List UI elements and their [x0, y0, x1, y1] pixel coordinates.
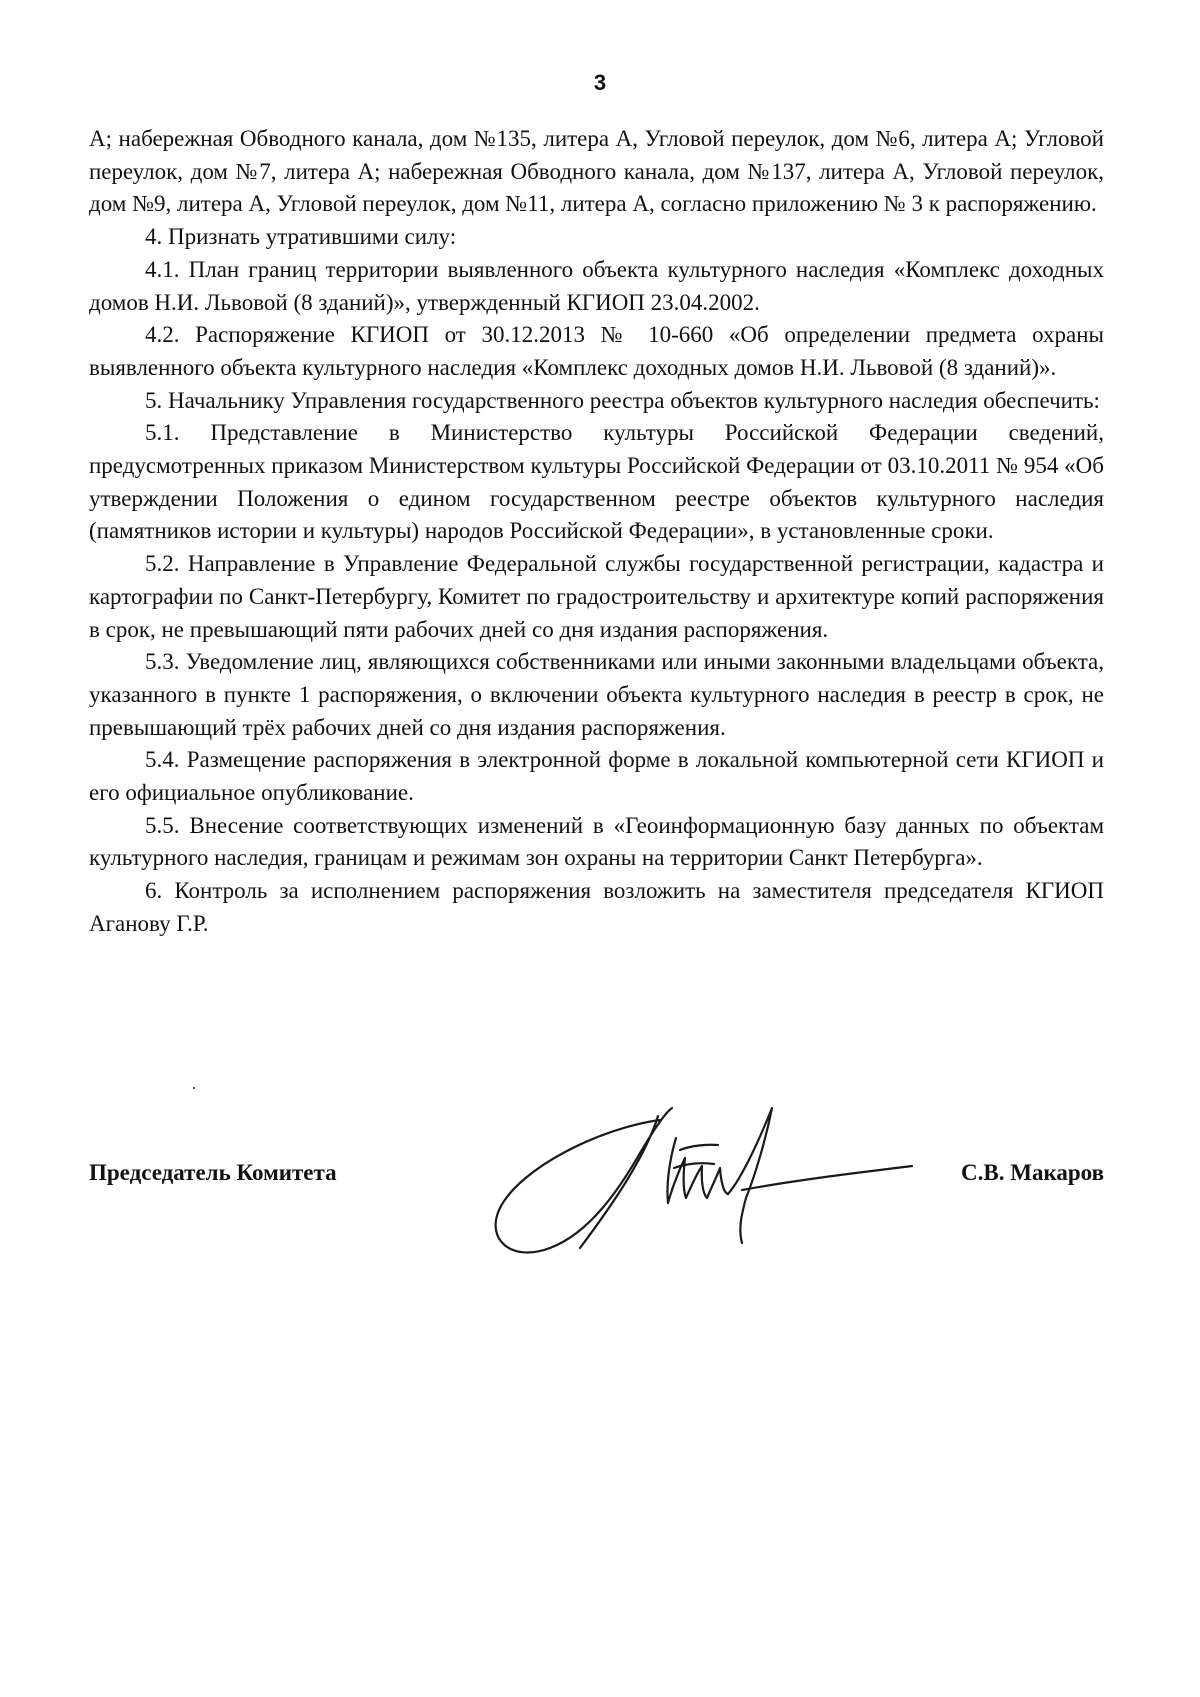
paragraph-5-5: 5.5. Внесение соответствующих изменений в «Геоинформационную базу данных по объектам культурного наследия, границам и режимам зон охраны на территории Санкт Петербурга».	[89, 812, 1104, 871]
scan-speck	[193, 1087, 195, 1089]
signer-position: Председатель Комитета	[89, 1160, 337, 1185]
paragraph-5: 5. Начальнику Управления государственного реестра объектов культурного наследия обеспечить:	[145, 387, 1100, 413]
paragraph-5-3: 5.3. Уведомление лиц, являющихся собственниками или иными законными владельцами объекта, указанного в пункте 1 распоряжения, о включении объекта культурного наследия в реестр в срок, не превышающий трёх рабочих дней со дня издания распоряжения.	[89, 649, 1104, 740]
page-number: 3	[593, 70, 607, 95]
paragraph-4-2: 4.2. Распоряжение КГИОП от 30.12.2013 № 10-660 «Об определении предмета охраны выявленного объекта культурного наследия «Комплекс доходных домов Н.И. Львовой (8 зданий)».	[89, 322, 1104, 380]
signature-row	[89, 1160, 1104, 1200]
paragraph-5-2: 5.2. Направление в Управление Федеральной службы государственной регистрации, кадастра и картографии по Санкт-Петербургу, Комитет по градостроительству и архитектуре копий распоряжения в срок, не превышающий пяти рабочих дней со дня издания распоряжения.	[89, 551, 1104, 642]
document-body	[89, 123, 1104, 941]
paragraph-3-continued: А; набережная Обводного канала, дом №135, литера А, Угловой переулок, дом №6, литера А; Угловой переулок, дом №7, литера А; набережная Обводного канала, дом №137, литера А, Угловой переулок, дом №9, литера А, Угловой переулок, дом №11, литера А, согласно приложению № 3 к распоряжению.	[89, 126, 1104, 217]
paragraph-4-1: 4.1. План границ территории выявленного объекта культурного наследия «Комплекс доходных домов Н.И. Львовой (8 зданий)», утвержденный КГИОП 23.04.2002.	[89, 256, 1104, 315]
paragraph-6: 6. Контроль за исполнением распоряжения возложить на заместителя председателя КГИОП Аганову Г.Р.	[89, 878, 1104, 936]
paragraph-5-4: 5.4. Размещение распоряжения в электронной форме в локальной компьютерной сети КГИОП и его официальное опубликование.	[89, 747, 1104, 806]
paragraph-4: 4. Признать утратившими силу:	[145, 224, 457, 250]
paragraph-5-1: 5.1. Представление в Министерство культуры Российской Федерации сведений, предусмотренных приказом Министерством культуры Российской Федерации от 03.10.2011 № 954 «Об утверждении Положения о едином государственном реестре объектов культурного наследия (памятников истории и культуры) народов Российской Федерации», в установленные сроки.	[89, 420, 1104, 544]
signer-name: С.В. Макаров	[961, 1160, 1104, 1185]
